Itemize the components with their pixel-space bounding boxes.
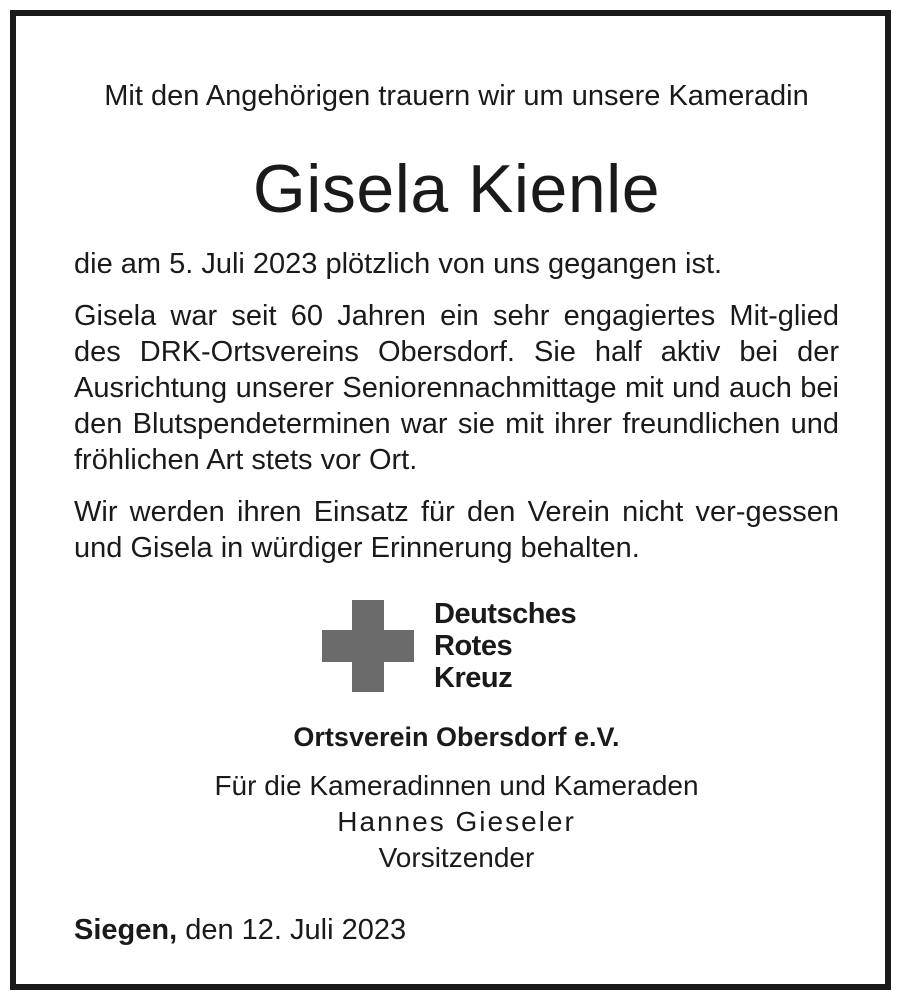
notice-border [10, 10, 891, 990]
intro-text: Mit den Angehörigen trauern wir um unsere Kameradin [104, 80, 809, 112]
on-behalf-line: Für die Kameradinnen und Kameraden [214, 770, 699, 801]
red-cross-icon [322, 600, 414, 692]
signoff-block [74, 768, 839, 876]
date: den 12. Juli 2023 [185, 914, 407, 946]
place-date-line [74, 912, 839, 948]
signer-role: Vorsitzender [378, 842, 535, 873]
organization-name: Ortsverein Obersdorf e.V. [293, 722, 620, 752]
logo-wordmark [434, 598, 576, 694]
death-date-line: die am 5. Juli 2023 plötzlich von uns gegangen ist. [74, 248, 723, 280]
tribute-paragraph-2: Wir werden ihren Einsatz für den Verein nicht ver-gessen und Gisela in würdiger Erinnerung behalten. [74, 496, 839, 564]
logo-line-2: Rotes [434, 630, 513, 662]
logo-line-1: Deutsches [434, 598, 577, 630]
signer-name: Hannes Gieseler [337, 806, 576, 837]
tribute-paragraph-1: Gisela war seit 60 Jahren ein sehr engagiertes Mit-glied des DRK-Ortsvereins Obersdorf. Sie half aktiv bei der Ausrichtung unserer Seniorennachmittage mit und auch bei den Blutspendeterminen war sie mit ihrer freundlichen und fröhlichen Art stets vor Ort. [74, 300, 839, 476]
drk-logo [322, 600, 622, 700]
place: Siegen, [74, 914, 178, 946]
deceased-name: Gisela Kienle [252, 151, 661, 227]
logo-line-3: Kreuz [434, 662, 513, 694]
